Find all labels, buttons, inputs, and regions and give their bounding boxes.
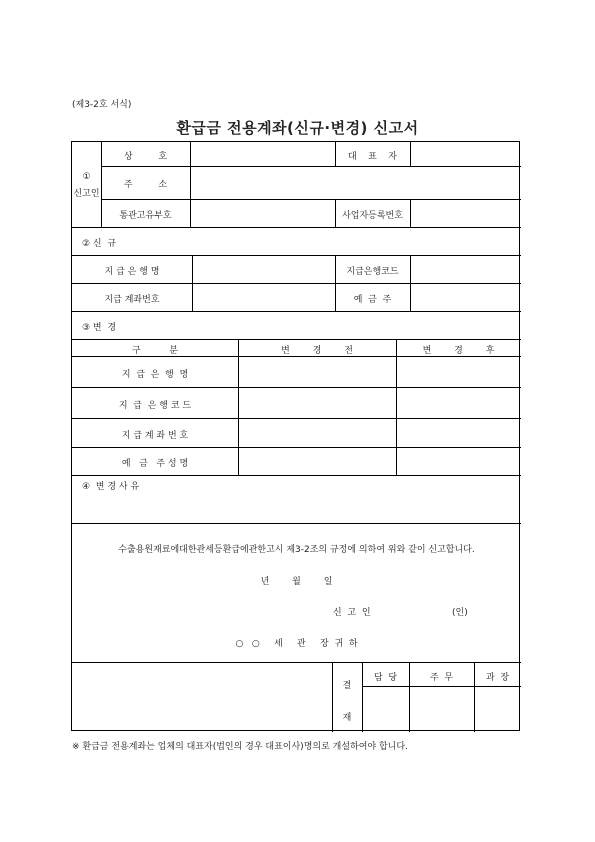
section4-heading: ④ 변 경 사 유 [82,482,140,492]
change-before-field[interactable] [239,448,395,474]
declaration-date: 년 월 일 [260,577,333,587]
row-divider [72,311,521,312]
account-no-field[interactable] [193,284,334,310]
bank-name-label: 지 급 은 행 명 [104,267,160,277]
address-label: 주 소 [123,180,168,190]
bank-name-field[interactable] [193,256,334,282]
row-divider [72,475,521,476]
form-table [71,141,520,731]
depositor-field[interactable] [411,284,520,310]
representative-field[interactable] [411,143,520,165]
change-after-field[interactable] [397,357,520,386]
col-before-header: 변 경 전 [281,346,353,356]
change-after-field[interactable] [397,419,520,446]
seal-mark: (인) [452,608,468,618]
change-row-label: 지 급 은 행 명 [121,370,189,380]
section2-heading: ② 신 규 [82,239,117,249]
row-divider [72,523,521,524]
row-divider [72,662,521,663]
approval-label-bottom: 재 [342,713,352,723]
page-title: 환급금 전용계좌(신규·변경) 신고서 [176,119,419,137]
approval-sign-staff[interactable] [363,687,408,731]
business-no-field[interactable] [411,200,520,226]
form-number: (제3-2호 서식) [72,100,132,110]
row-divider [72,227,521,228]
customs-id-label: 통관고유부호 [119,211,172,221]
addressee: ○ ○ 세 관 장 귀 하 [235,639,358,649]
address-field[interactable] [191,167,520,198]
change-after-field[interactable] [397,448,520,474]
depositor-label: 예 금 주 [353,295,392,305]
customs-id-field[interactable] [191,200,334,226]
bank-code-label: 지급은행코드 [346,267,399,277]
section1-label: 신고인 [73,189,100,199]
section3-heading: ③ 변 경 [82,323,117,333]
change-row-label: 지 급 계 좌 번 호 [121,431,189,441]
section1-marker: ① [82,172,91,182]
reporter-label: 신 고 인 [333,608,371,618]
change-after-field[interactable] [397,388,520,417]
approval-label-top: 결 [342,681,352,691]
approval-col-staff: 담 당 [373,673,398,683]
change-reason-field[interactable] [73,492,520,522]
col-category-header: 구 분 [132,346,178,356]
representative-label: 대 표 자 [348,152,397,162]
col-after-header: 변 경 후 [422,346,495,356]
change-row-label: 지 급 은 행 코 드 [118,401,192,411]
footnote: ※ 환급금 전용계좌는 업체의 대표자(법인의 경우 대표이사)명의로 개설하여야 합니다. [72,742,408,752]
approval-col-manager: 주 무 [429,673,454,683]
business-no-label: 사업자등록번호 [342,211,403,221]
approval-sign-manager[interactable] [410,687,473,731]
change-before-field[interactable] [239,419,395,446]
trade-name-label: 상 호 [123,152,168,162]
account-no-label: 지급 계좌번호 [104,295,160,305]
change-before-field[interactable] [239,388,395,417]
row-divider [72,339,521,340]
change-before-field[interactable] [239,357,395,386]
trade-name-field[interactable] [191,143,334,165]
bank-code-field[interactable] [411,256,520,282]
approval-sign-chief[interactable] [475,687,520,731]
approval-col-chief: 과 장 [485,673,510,683]
declaration-text: 수출용원재료에대한관세등환급에관한고시 제3-2조의 규정에 의하여 위와 같이 신고합니다. [118,545,475,555]
change-row-label: 예 금 주 성 명 [121,459,189,469]
